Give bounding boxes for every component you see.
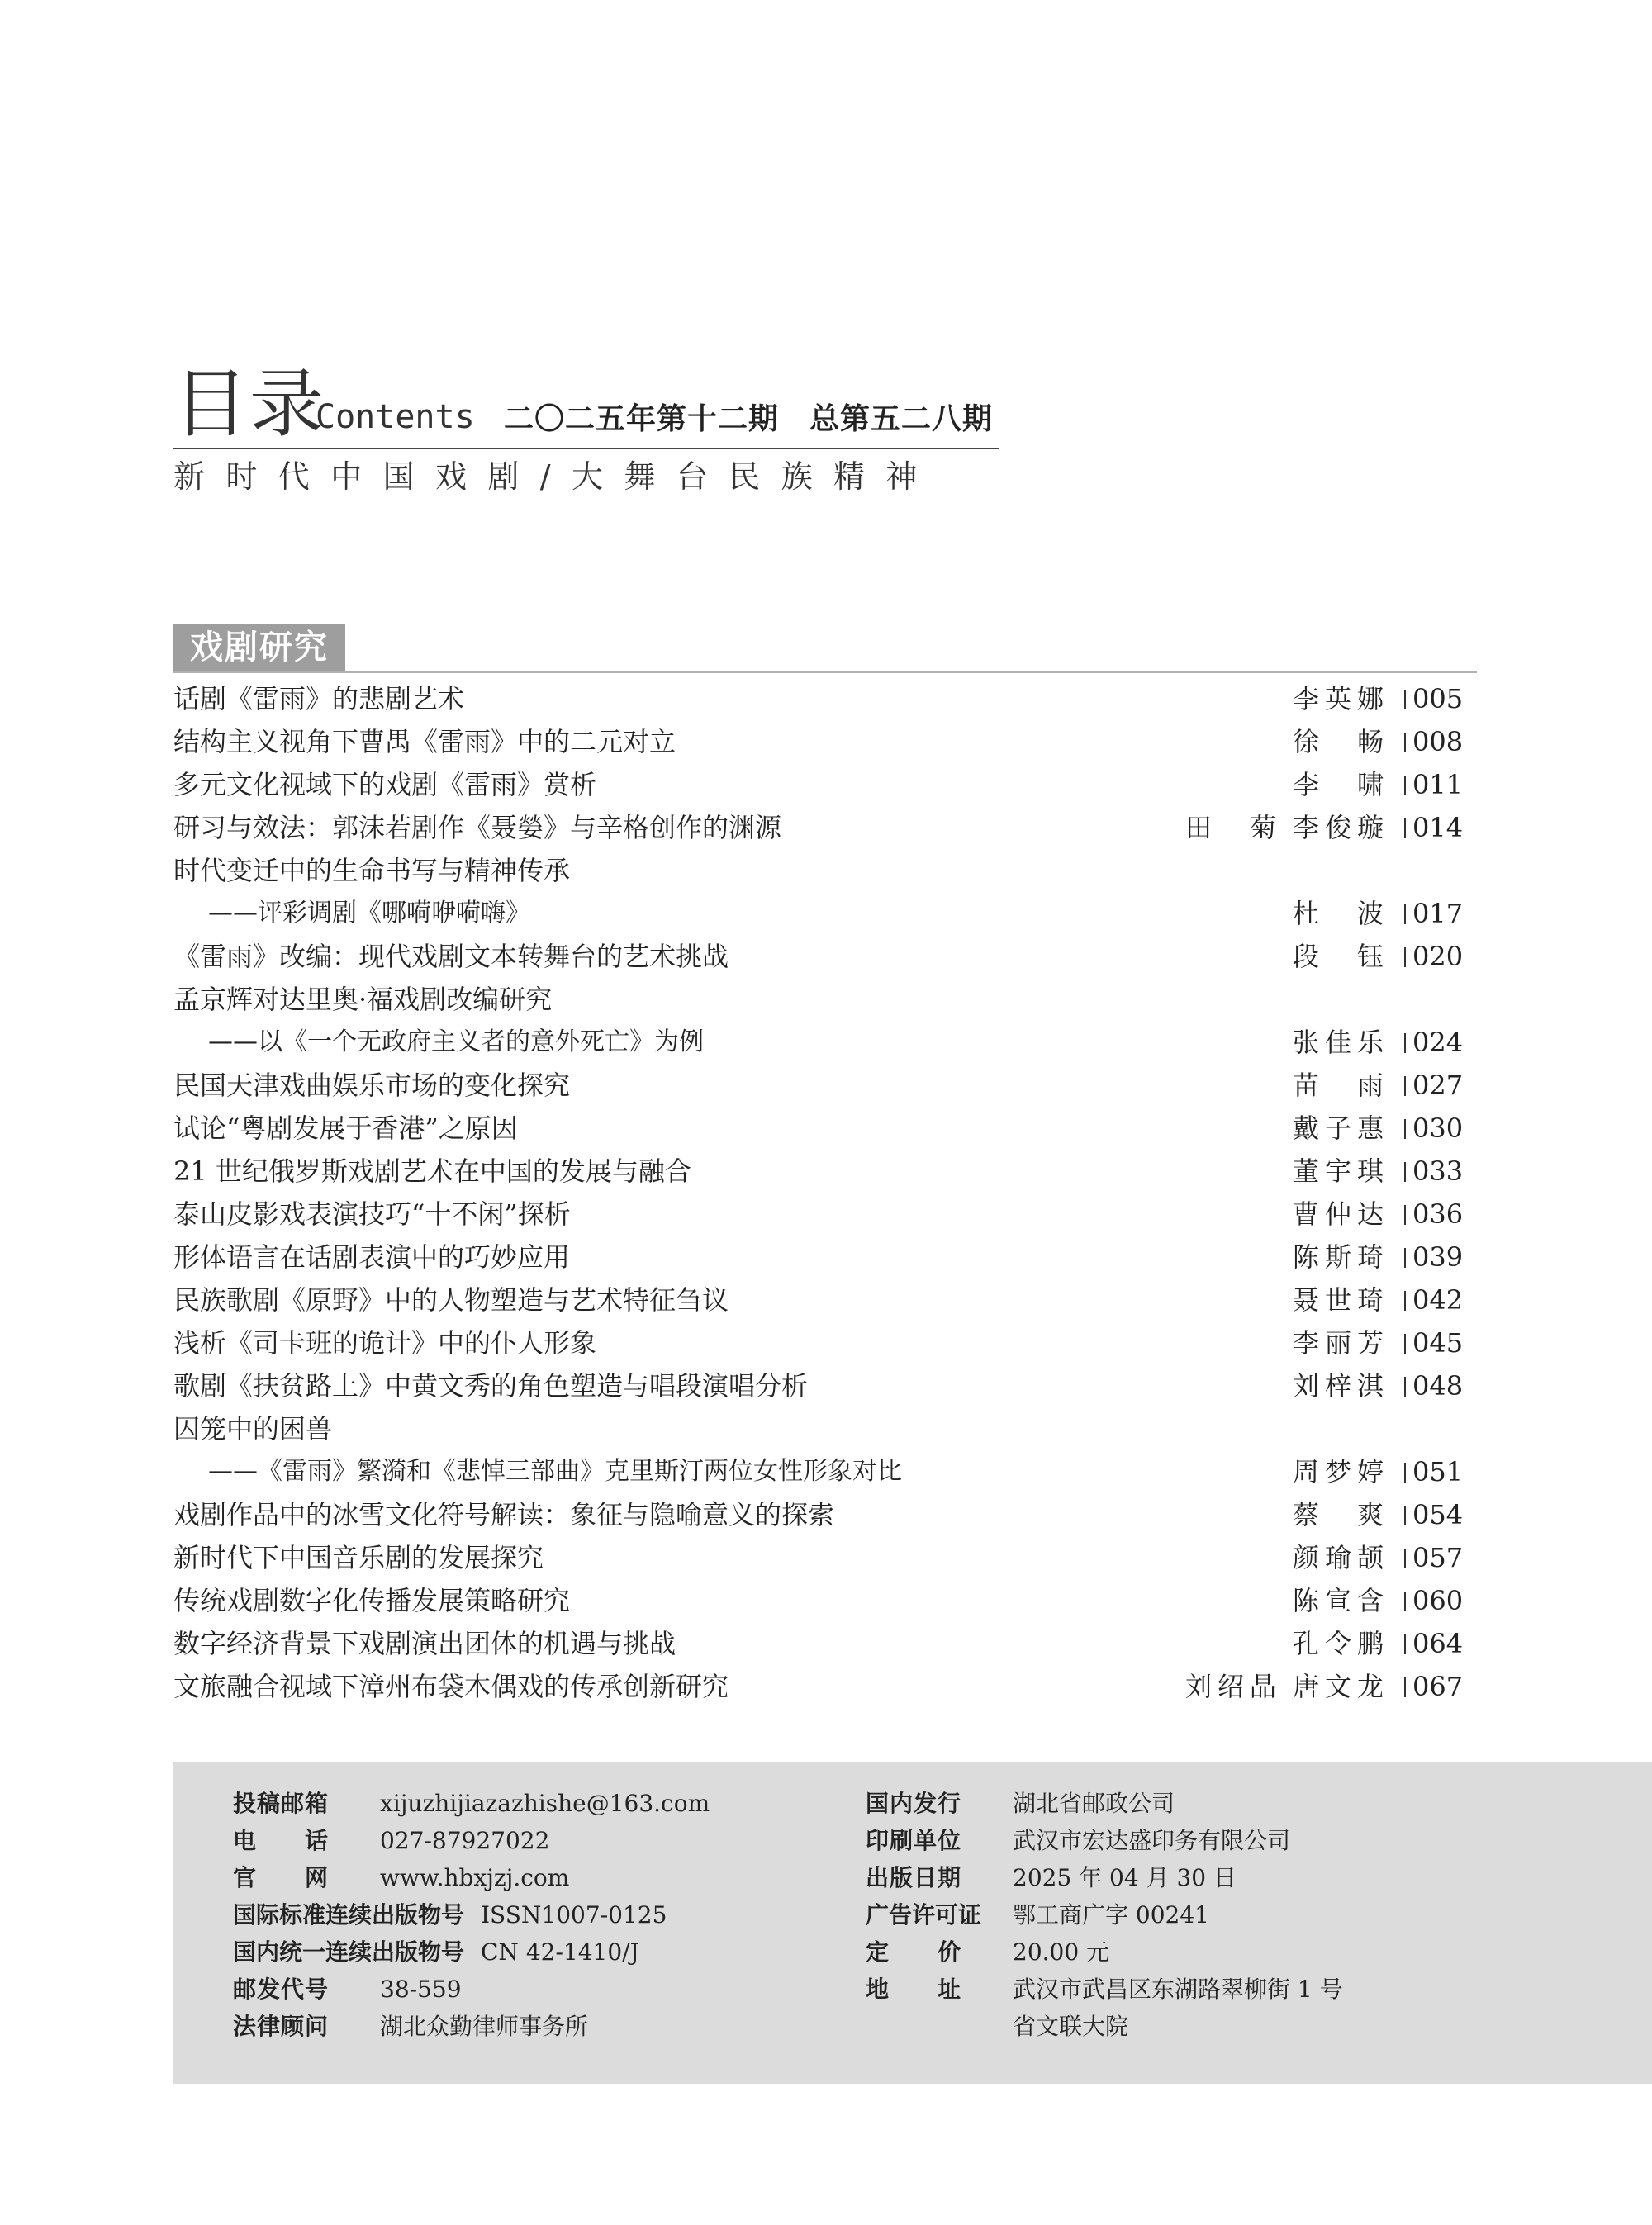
toc-entry-page: 005 [1412,677,1477,720]
toc-entry-page: 067 [1412,1665,1477,1708]
toc-entry-author: 杜波 [1293,898,1384,929]
toc-entry-coauthor: 田菊 [1185,812,1276,843]
toc-entry [173,1364,1477,1407]
toc-entry [173,849,1477,892]
toc-entry-page: 027 [1412,1064,1477,1107]
header-divider [173,448,999,449]
toc-entry [173,1193,1477,1236]
toc-entry-author: 李俊璇 [1293,812,1384,843]
info-row [233,1896,943,1933]
toc-entry-author: 曹仲达 [1293,1198,1384,1230]
toc-entry-title: 文旅融合视域下漳州布袋木偶戏的传承创新研究 [173,1671,729,1702]
toc-entry-title: 泰山皮影戏表演技巧“十不闲”探析 [173,1198,571,1230]
toc-entry-page: 020 [1412,935,1477,978]
toc-entry-author: 蔡爽 [1293,1499,1384,1530]
toc-entry-title: ——以《一个无政府主义者的意外死亡》为例 [208,1027,704,1056]
info-row [233,1785,943,1822]
toc-entry-page: 054 [1412,1493,1477,1536]
toc-entry-page: 045 [1412,1321,1477,1364]
info-row [866,1859,1609,1896]
info-label: 投稿邮箱 [233,1790,328,1817]
toc-entry-page: 024 [1412,1021,1477,1064]
toc-entry-coauthor: 刘绍晶 [1185,1671,1276,1702]
info-row [866,1933,1609,1971]
toc-entry-title: 时代变迁中的生命书写与精神传承 [173,855,571,886]
toc-entry [173,1107,1477,1150]
toc-entry-author: 聂世琦 [1293,1284,1384,1316]
toc-entry-title: ——评彩调剧《哪嗬咿嗬嗨》 [208,899,530,927]
toc-entry-author: 唐文龙 [1293,1671,1384,1702]
toc-entry [173,763,1477,806]
info-label: 出版日期 [866,1864,961,1891]
info-value: xijuzhijiazazhishe@163.com [380,1790,710,1817]
info-value: 027-87927022 [380,1827,550,1854]
toc-entry-title: 浅析《司卡班的诡计》中的仆人形象 [173,1327,597,1359]
info-row [866,2008,1609,2045]
toc-entry-author: 颜瑜颉 [1293,1542,1384,1573]
info-label: 国内发行 [866,1790,961,1817]
info-label: 国际标准连续出版物号 [233,1901,465,1928]
toc-entry-author: 刘梓淇 [1293,1370,1384,1402]
toc-entry-title: 孟京辉对达里奥·福戏剧改编研究 [173,984,553,1015]
info-row [233,1933,943,1971]
toc-entry-page: 057 [1412,1536,1477,1579]
info-value: 湖北省邮政公司 [1013,1790,1175,1817]
toc-entry [173,1407,1477,1450]
toc-entry-title: 《雷雨》改编：现代戏剧文本转舞台的艺术挑战 [173,941,729,972]
toc-entry-page: 008 [1412,720,1477,763]
toc-entry-page: 036 [1412,1193,1477,1236]
toc-entry-title: 试论“粤剧发展于香港”之原因 [173,1112,518,1144]
toc-entry-page: 051 [1412,1450,1477,1493]
table-of-contents [173,677,1477,1708]
info-column-left [233,1785,943,2045]
toc-entry [173,1064,1477,1107]
toc-entry [173,1493,1477,1536]
toc-entry [173,1279,1477,1321]
toc-entry-page: 011 [1412,763,1477,806]
toc-entry-author: 陈斯琦 [1293,1241,1384,1273]
info-value: 20.00 元 [1013,1938,1110,1966]
info-panel [173,1762,1652,2084]
toc-entry [173,935,1477,978]
contents-header [173,361,999,495]
toc-entry [173,1579,1477,1622]
toc-entry-author: 董宇琪 [1293,1155,1384,1187]
toc-entry-title: 歌剧《扶贫路上》中黄文秀的角色塑造与唱段演唱分析 [173,1370,809,1402]
toc-entry-author: 张佳乐 [1293,1027,1384,1058]
toc-entry [173,1622,1477,1665]
toc-entry [173,892,1477,935]
toc-entry [173,978,1477,1021]
info-value: 2025 年 04 月 30 日 [1013,1864,1237,1891]
toc-entry-title: 囚笼中的困兽 [173,1413,333,1445]
toc-entry-title: 新时代下中国音乐剧的发展探究 [173,1542,544,1573]
section-divider [173,671,1477,673]
info-label: 广告许可证 [866,1901,982,1928]
info-row [233,1859,943,1896]
info-row [866,1785,1609,1822]
toc-entry-title: 结构主义视角下曹禺《雷雨》中的二元对立 [173,726,676,757]
info-label: 定价 [866,1938,961,1966]
info-value: 武汉市宏达盛印务有限公司 [1013,1827,1291,1854]
section-title: 戏剧研究 [173,624,345,671]
toc-entry [173,1536,1477,1579]
toc-entry-title: 数字经济背景下戏剧演出团体的机遇与挑战 [173,1628,676,1659]
toc-entry-page: 014 [1412,806,1477,849]
info-row [866,1896,1609,1933]
tagline: 新时代中国戏剧/大舞台民族精神 [173,458,938,495]
toc-entry-title: 民国天津戏曲娱乐市场的变化探究 [173,1070,571,1101]
info-column-right [866,1785,1609,2045]
toc-entry-title: 形体语言在话剧表演中的巧妙应用 [173,1241,571,1273]
toc-entry [173,1450,1477,1493]
issue-number: 二〇二五年第十二期 总第五二八期 [504,401,994,436]
toc-entry [173,1021,1477,1064]
toc-entry-title: 研习与效法：郭沫若剧作《聂嫈》与辛格创作的渊源 [173,812,782,843]
toc-entry-author: 苗雨 [1293,1070,1384,1101]
info-label: 邮发代号 [233,1976,328,2003]
toc-entry-title: ——《雷雨》繁漪和《悲悼三部曲》克里斯汀两位女性形象对比 [208,1457,902,1486]
contents-label: Contents [316,398,475,436]
toc-entry [173,677,1477,720]
toc-entry-title: 多元文化视域下的戏剧《雷雨》赏析 [173,769,597,800]
toc-entry-author: 戴子惠 [1293,1112,1384,1144]
info-label: 法律顾问 [233,2013,328,2040]
toc-entry-page: 042 [1412,1279,1477,1321]
info-row [866,1822,1609,1859]
info-label: 国内统一连续出版物号 [233,1938,465,1966]
toc-entry [173,806,1477,849]
page-title: 目录 [173,361,325,448]
info-row [866,1971,1609,2008]
info-value: 省文联大院 [1013,2013,1129,2040]
info-value: 武汉市武昌区东湖路翠柳街 1 号 [1013,1976,1343,2003]
info-row [233,1971,943,2008]
toc-entry-author: 徐畅 [1293,726,1384,757]
section-header [173,624,1477,673]
toc-entry-title: 民族歌剧《原野》中的人物塑造与艺术特征刍议 [173,1284,729,1316]
info-value: 38-559 [380,1976,462,2003]
info-label: 印刷单位 [866,1827,961,1854]
toc-entry [173,1150,1477,1193]
toc-entry-page: 048 [1412,1364,1477,1407]
toc-entry-title: 传统戏剧数字化传播发展策略研究 [173,1585,571,1616]
info-label: 地址 [866,1976,961,2003]
toc-entry-author: 周梦婷 [1293,1456,1384,1487]
info-row [233,1822,943,1859]
title-row [173,363,999,446]
info-value: 湖北众勤律师事务所 [380,2013,589,2040]
toc-entry-author: 李丽芳 [1293,1327,1384,1359]
info-value: 鄂工商广字 00241 [1013,1901,1209,1928]
toc-entry [173,720,1477,763]
toc-entry-title: 21 世纪俄罗斯戏剧艺术在中国的发展与融合 [173,1155,691,1187]
toc-entry-title: 戏剧作品中的冰雪文化符号解读：象征与隐喻意义的探索 [173,1499,835,1530]
info-value: ISSN1007-0125 [481,1901,667,1928]
toc-entry [173,1236,1477,1279]
info-value: CN 42-1410/J [481,1938,639,1966]
toc-entry-author: 孔令鹏 [1293,1628,1384,1659]
toc-entry-author: 段钰 [1293,941,1384,972]
toc-entry [173,1321,1477,1364]
toc-entry-title: 话剧《雷雨》的悲剧艺术 [173,683,465,714]
info-value: www.hbxjzj.com [380,1864,570,1891]
toc-entry-page: 064 [1412,1622,1477,1665]
toc-entry-author: 李啸 [1293,769,1384,800]
toc-entry-page: 060 [1412,1579,1477,1622]
toc-entry-page: 030 [1412,1107,1477,1150]
toc-entry-page: 039 [1412,1236,1477,1279]
toc-entry-page: 033 [1412,1150,1477,1193]
info-row [233,2008,943,2045]
toc-entry [173,1665,1477,1708]
info-label: 电话 [233,1827,328,1854]
toc-entry-author: 李英娜 [1293,683,1384,714]
toc-entry-author: 陈宣含 [1293,1585,1384,1616]
info-label: 官网 [233,1864,328,1891]
toc-entry-page: 017 [1412,892,1477,935]
